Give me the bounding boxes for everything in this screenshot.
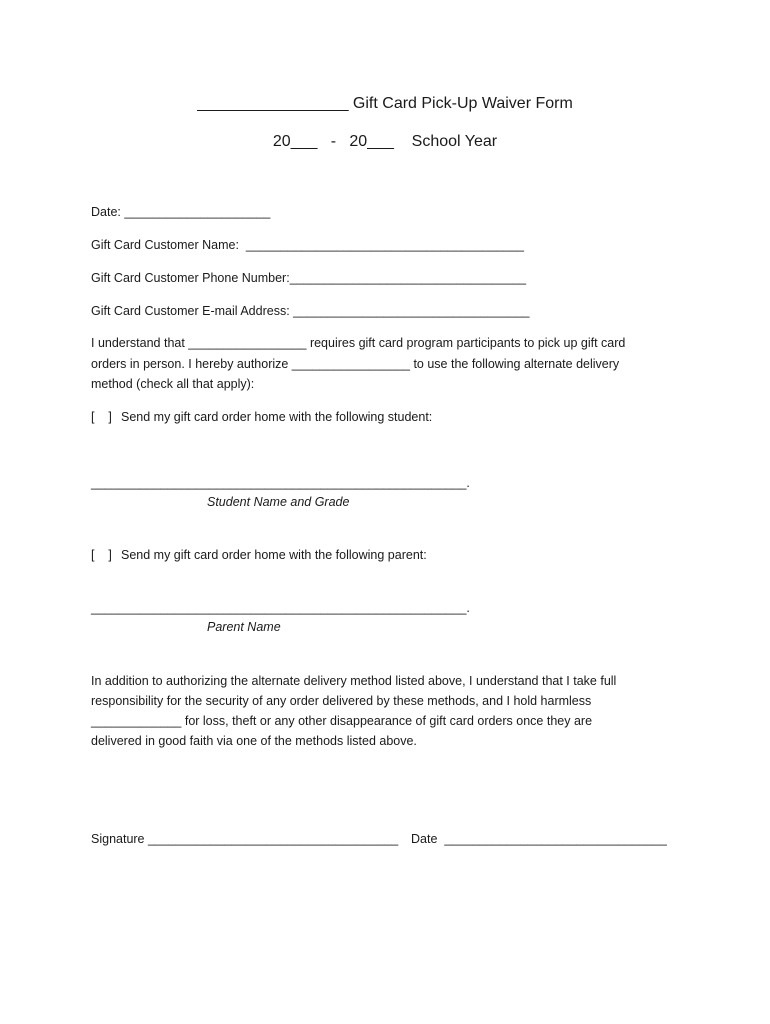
parent-option-label: Send my gift card order home with the following parent:: [121, 548, 427, 562]
responsibility-line-1: In addition to authorizing the alternate delivery method listed above, I understand that I take full: [91, 674, 617, 688]
responsibility-line-4: delivered in good faith via one of the methods listed above.: [91, 734, 417, 748]
signature-field[interactable]: Signature ____________________________________: [91, 832, 399, 846]
parent-name-caption: Parent Name: [207, 620, 281, 634]
parent-name-field[interactable]: ______________________________________________________.: [91, 601, 470, 615]
student-option-label: Send my gift card order home with the following student:: [121, 410, 433, 424]
date-field[interactable]: Date: _____________________: [91, 205, 271, 219]
student-name-caption: Student Name and Grade: [207, 495, 350, 509]
customer-email-field[interactable]: Gift Card Customer E-mail Address: __________________________________: [91, 304, 530, 318]
authorization-line-3: method (check all that apply):: [91, 377, 255, 391]
parent-option-checkbox[interactable]: [ ]: [91, 548, 112, 562]
signature-date-field[interactable]: Date ________________________________: [411, 832, 667, 846]
authorization-line-1: I understand that _________________ requires gift card program participants to pick up gift card: [91, 336, 626, 350]
authorization-line-2: orders in person. I hereby authorize _________________ to use the following alternate delivery: [91, 357, 620, 371]
responsibility-line-2: responsibility for the security of any order delivered by these methods, and I hold harmless: [91, 694, 592, 708]
student-option-checkbox[interactable]: [ ]: [91, 410, 112, 424]
student-name-field[interactable]: ______________________________________________________.: [91, 476, 470, 490]
customer-name-field[interactable]: Gift Card Customer Name: ________________________________________: [91, 238, 524, 252]
school-year-line: 20___ - 20___ School Year: [272, 133, 498, 150]
responsibility-line-3: _____________ for loss, theft or any other disappearance of gift card orders once they are: [91, 714, 593, 728]
form-title: _________________ Gift Card Pick-Up Waiver Form: [197, 95, 573, 112]
customer-phone-field[interactable]: Gift Card Customer Phone Number:__________________________________: [91, 271, 527, 285]
